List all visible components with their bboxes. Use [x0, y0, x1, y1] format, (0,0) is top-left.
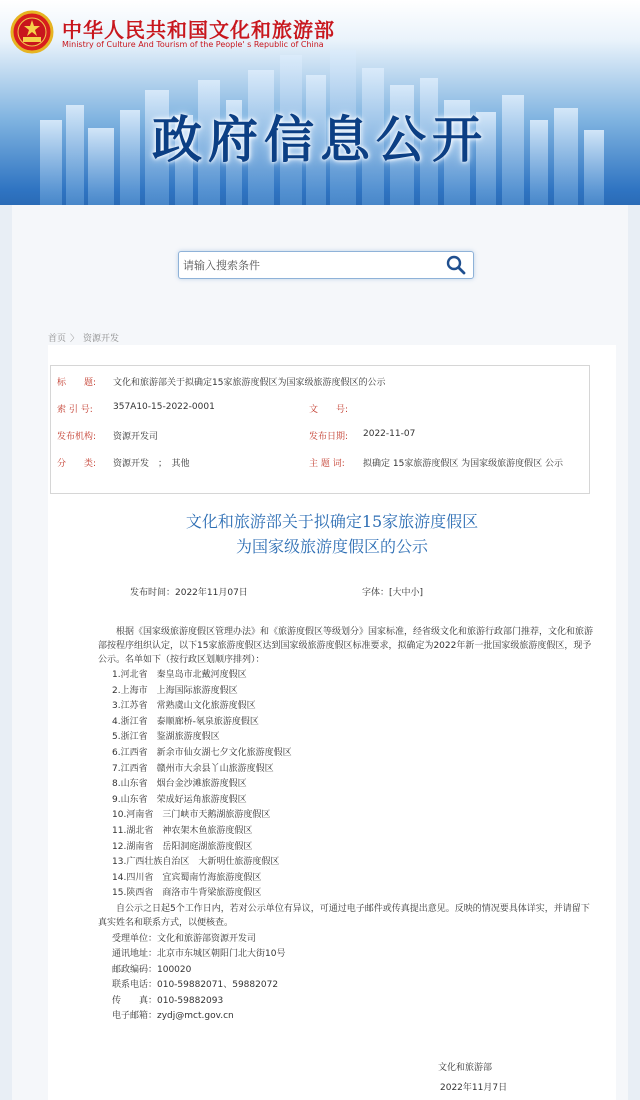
list-item: 12.湖南省 岳阳洞庭湖旅游度假区 [112, 841, 253, 852]
list-item: 4.浙江省 泰顺廊桥-氡泉旅游度假区 [112, 716, 259, 727]
search-bar [178, 251, 474, 279]
main-container [12, 205, 628, 1100]
breadcrumb-separator: 〉 [70, 334, 80, 344]
meta-row-category [51, 456, 591, 482]
contact-fax: 传 真：010-59882093 [112, 995, 224, 1006]
document-title [48, 509, 616, 559]
list-item: 13.广西壮族自治区 大新明仕旅游度假区 [112, 857, 280, 868]
meta-index-value: 357A10-15-2022-0001 [113, 402, 215, 412]
notice-paragraph: 自公示之日起5个工作日内，若对公示单位有异议，可通过电子邮件或传真提出意见。反映的情况要具体详实，并请留下真实姓名和联系方式，以便核查。 [98, 903, 590, 928]
signature-date: 2022年11月7日 [440, 1083, 508, 1093]
font-size-options[interactable]: [大中小] [389, 588, 424, 598]
meta-date-label: 发布日期: [309, 432, 349, 442]
document-title-line-1: 文化和旅游部关于拟确定15家旅游度假区 [185, 512, 479, 531]
meta-row-issuer [51, 429, 591, 455]
list-item: 11.湖北省 神农架木鱼旅游度假区 [112, 825, 253, 836]
metadata-table [50, 365, 590, 494]
list-item: 10.河南省 三门峡市天鹅湖旅游度假区 [112, 810, 271, 821]
site-header [0, 0, 640, 205]
national-emblem-icon [10, 10, 54, 54]
list-item: 1.河北省 秦皇岛市北戴河度假区 [112, 670, 247, 680]
search-icon[interactable] [445, 255, 467, 275]
list-item: 15.陕西省 商洛市牛背梁旅游度假区 [112, 888, 262, 899]
breadcrumb-section-link[interactable]: 资源开发 [83, 334, 120, 344]
contact-postcode: 邮政编码：100020 [112, 964, 192, 975]
breadcrumb [48, 331, 119, 344]
list-item: 2.上海市 上海国际旅游度假区 [112, 685, 238, 696]
meta-row-index [51, 402, 591, 428]
list-item: 8.山东省 烟台金沙滩旅游度假区 [112, 779, 247, 790]
meta-issuer-label: 发布机构: [57, 432, 97, 442]
signature: 文化和旅游部 [438, 1063, 493, 1073]
list-item: 9.山东省 荣成好运角旅游度假区 [112, 794, 247, 805]
meta-title-label: 标 题: [57, 378, 97, 388]
publish-time: 发布时间：2022年11月07日 [130, 588, 248, 598]
meta-topic-value: 拟确定 15家旅游度假区 为国家级旅游度假区 公示 [363, 459, 564, 469]
resort-list [98, 668, 598, 902]
list-item: 5.浙江省 鉴湖旅游度假区 [112, 732, 220, 743]
meta-category-value: 资源开发 ； 其他 [113, 459, 190, 469]
list-item: 7.江西省 赣州市大余县丫山旅游度假区 [112, 763, 274, 774]
site-name-chinese[interactable]: 中华人民共和国文化和旅游部 [62, 18, 335, 42]
meta-index-label: 索 引 号: [57, 405, 93, 415]
meta-issuer-value: 资源开发司 [113, 432, 159, 442]
banner-title: 政府信息公开 [152, 111, 488, 169]
meta-topic-label: 主 题 词: [309, 459, 345, 469]
publish-info-row [48, 585, 616, 599]
intro-paragraph: 根据《国家级旅游度假区管理办法》和《旅游度假区等级划分》国家标准，经省级文化和旅游行政部门推荐，文化和旅游部按程序组织认定，以下15家旅游度假区达到国家级旅游度假区标准要求，拟确定为2022年新一批国家级旅游度假区，现予公示。名单如下（按行政区划顺序排列）： [98, 627, 594, 665]
contact-phone: 联系电话：010-59882071、59882072 [112, 980, 279, 991]
meta-category-label: 分 类: [57, 459, 97, 469]
contact-info [98, 932, 598, 1025]
article-body [98, 625, 598, 1025]
meta-title-value: 文化和旅游部关于拟确定15家旅游度假区为国家级旅游度假区的公示 [113, 378, 386, 388]
list-item: 3.江苏省 常熟虞山文化旅游度假区 [112, 701, 256, 712]
contact-address: 通讯地址：北京市东城区朝阳门北大街10号 [112, 949, 286, 960]
contact-unit: 受理单位：文化和旅游部资源开发司 [112, 933, 257, 944]
contact-email: 电子邮箱：zydj@mct.gov.cn [112, 1011, 234, 1022]
breadcrumb-home-link[interactable]: 首页 [48, 334, 67, 344]
list-item: 14.四川省 宜宾蜀南竹海旅游度假区 [112, 872, 262, 883]
list-item: 6.江西省 新余市仙女湖七夕文化旅游度假区 [112, 747, 292, 758]
font-size-label: 字体： [362, 588, 390, 598]
meta-row-title [51, 375, 591, 401]
meta-date-value: 2022-11-07 [363, 429, 416, 439]
font-size-switcher [362, 585, 423, 598]
site-name-english: Ministry of Culture And Tourism of the People' s Republic of China [62, 40, 324, 49]
meta-docno-label: 文 号: [309, 405, 349, 415]
document-title-line-2: 为国家级旅游度假区的公示 [235, 537, 428, 556]
search-input[interactable] [179, 252, 435, 278]
article-panel [48, 345, 616, 1100]
